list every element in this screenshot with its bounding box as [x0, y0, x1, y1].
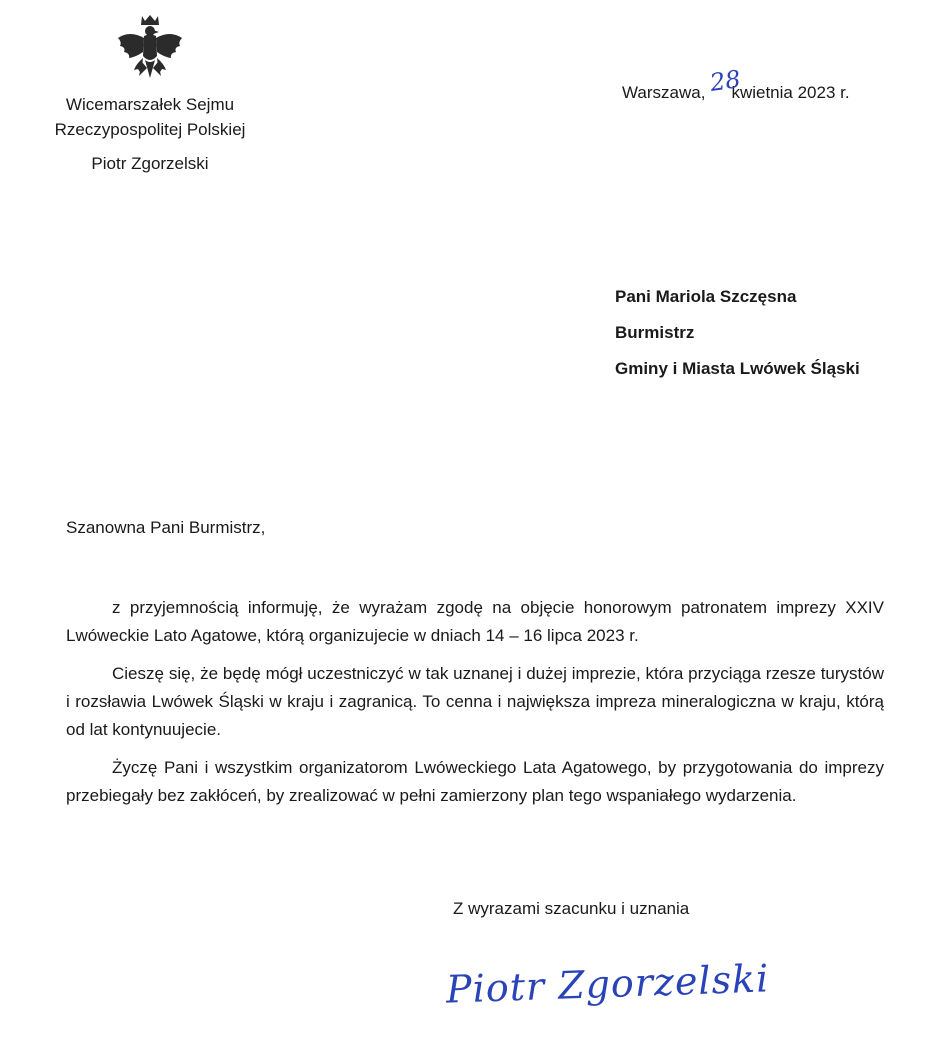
polish-eagle-emblem-icon	[112, 12, 188, 92]
salutation: Szanowna Pani Burmistrz,	[66, 518, 266, 537]
body-paragraph-3: Życzę Pani i wszystkim organizatorom Lwóweckiego Lata Agatowego, by przygotowania do imprezy przebiegały bez zakłóceń, by zrealizować w pełni zamierzony plan tego wspaniałego wydarzenia.	[66, 758, 884, 805]
recipient-line1: Pani Mariola Szczęsna	[615, 287, 797, 306]
sender-name: Piotr Zgorzelski	[91, 154, 209, 173]
sender-title-line1: Wicemarszałek Sejmu	[65, 95, 235, 114]
date-city: Warszawa,	[622, 83, 706, 102]
date-month-year: kwietnia 2023 r.	[731, 83, 850, 102]
closing-phrase: Z wyrazami szacunku i uznania	[453, 899, 690, 918]
recipient-block	[615, 279, 860, 387]
sender-block	[20, 92, 280, 176]
letter-body	[66, 594, 884, 820]
date-day-handwritten: 28	[708, 65, 743, 97]
dateline	[622, 65, 850, 103]
recipient-line2: Burmistrz	[615, 323, 695, 342]
recipient-line3: Gminy i Miasta Lwówek Śląski	[615, 359, 860, 378]
body-paragraph-1: z przyjemnością informuję, że wyrażam zgodę na objęcie honorowym patronatem imprezy XXIV Lwóweckie Lato Agatowe, którą organizujecie w dniach 14 – 16 lipca 2023 r.	[66, 598, 884, 645]
sender-title-line2: Rzeczypospolitej Polskiej	[54, 120, 246, 139]
handwritten-signature: Piotr Zgorzelski	[445, 956, 770, 1012]
body-paragraph-2: Cieszę się, że będę mógł uczestniczyć w tak uznanej i dużej imprezie, która przyciąga rzesze turystów i rozsławia Lwówek Śląski w kraju i zagranicą. To cenna i największa impreza mineralogiczna w kraju, którą od lat kontynuujecie.	[66, 664, 884, 739]
